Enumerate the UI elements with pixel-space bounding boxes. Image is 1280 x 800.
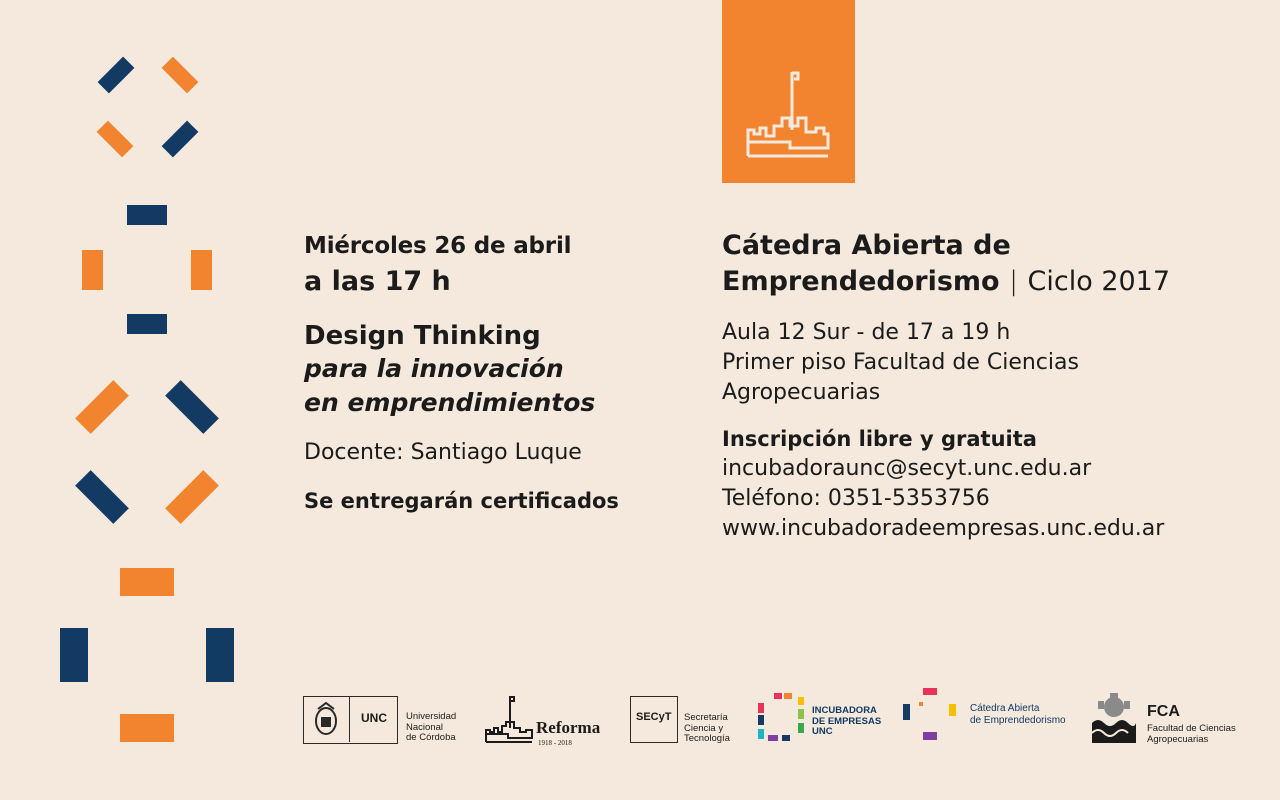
event-subtitle-line2: en emprendimientos	[304, 388, 596, 417]
fca-name	[1147, 724, 1236, 745]
secyt-name	[684, 713, 730, 745]
secyt-name-line3: Tecnología	[684, 733, 730, 744]
docente-line	[304, 438, 664, 468]
event-title: Design Thinking	[304, 321, 541, 351]
program-name-line2	[722, 264, 1242, 300]
program-cycle: Ciclo 2017	[1027, 266, 1171, 297]
decor-bar	[82, 250, 103, 290]
reforma-logo	[484, 694, 614, 748]
docente-name: Santiago Luque	[410, 440, 582, 465]
fca-gear-icon	[1090, 693, 1138, 743]
unc-name-line2: Nacional	[406, 721, 443, 733]
fca-name-line1: Facultad de Ciencias	[1147, 723, 1236, 734]
secyt-name-line1: Secretaría	[684, 712, 728, 723]
incubadora-name-line2: DE EMPRESAS	[812, 715, 882, 727]
event-subtitle-line1: para la innovación	[304, 354, 564, 383]
decor-bar	[120, 568, 174, 596]
fca-name-line2: Agropecuarias	[1147, 733, 1209, 745]
location-block	[722, 318, 1242, 408]
registration-title: Inscripción libre y gratuita	[722, 427, 1037, 451]
event-details	[304, 228, 664, 516]
incubadora-name-line1: INCUBADORA	[812, 705, 877, 716]
unc-name-line3: de Córdoba	[406, 732, 456, 743]
decor-diamond	[98, 57, 135, 94]
docente-label: Docente:	[304, 440, 404, 465]
contact-email[interactable]: incubadoraunc@secyt.unc.edu.ar	[722, 456, 1092, 481]
catedra-icon	[903, 688, 957, 742]
incubadora-name-line3: UNC	[812, 726, 833, 737]
unc-name	[406, 712, 456, 744]
program-name: Emprendedorismo	[722, 266, 1000, 297]
reforma-fortress-icon	[484, 694, 536, 746]
secyt-logo	[630, 696, 678, 743]
reforma-name: Reforma	[536, 718, 601, 737]
decor-diamond	[97, 121, 134, 158]
incubadora-icon	[758, 693, 806, 741]
contact-phone: Teléfono: 0351-5353756	[722, 486, 990, 511]
unc-logo	[303, 696, 398, 744]
event-date: Miércoles 26 de abril	[304, 233, 572, 259]
location-line1: Aula 12 Sur - de 17 a 19 h	[722, 320, 1011, 345]
header-logo-block	[722, 0, 855, 183]
decor-diamond	[75, 470, 129, 524]
reforma-years: 1918 - 2018	[538, 739, 572, 747]
program-separator: |	[1009, 266, 1019, 297]
decor-diamond	[165, 380, 219, 434]
location-line2: Primer piso Facultad de Ciencias	[722, 350, 1079, 375]
decor-diamond	[165, 470, 219, 524]
decor-bar	[127, 314, 167, 334]
decor-diamond	[75, 380, 129, 434]
incubadora-name	[812, 706, 881, 738]
location-line3: Agropecuarias	[722, 380, 881, 405]
secyt-name-line2: Ciencia y	[684, 722, 724, 734]
decor-diamond	[162, 57, 199, 94]
catedra-name-line2: de Emprendedorismo	[970, 714, 1066, 726]
program-name-line1: Cátedra Abierta de	[722, 230, 1011, 261]
decor-bar	[127, 205, 167, 225]
contact-website[interactable]: www.incubadoradeempresas.unc.edu.ar	[722, 516, 1165, 541]
fca-abbr: FCA	[1147, 703, 1180, 720]
secyt-abbr: SECyT	[636, 711, 672, 723]
decor-diamond	[162, 121, 199, 158]
decor-bar	[206, 628, 234, 682]
unc-abbr: UNC	[361, 711, 387, 725]
catedra-name-line1: Cátedra Abierta	[970, 703, 1040, 714]
unc-name-line1: Universidad	[406, 711, 457, 722]
event-time: a las 17 h	[304, 266, 451, 297]
fortress-flag-icon	[744, 70, 834, 160]
program-details	[722, 228, 1242, 544]
footer-logos	[0, 688, 1280, 748]
certificates-note: Se entregarán certificados	[304, 489, 619, 513]
catedra-name	[970, 703, 1066, 726]
unc-crest-icon	[304, 697, 350, 742]
decor-bar	[60, 628, 88, 682]
decor-bar	[191, 250, 212, 290]
